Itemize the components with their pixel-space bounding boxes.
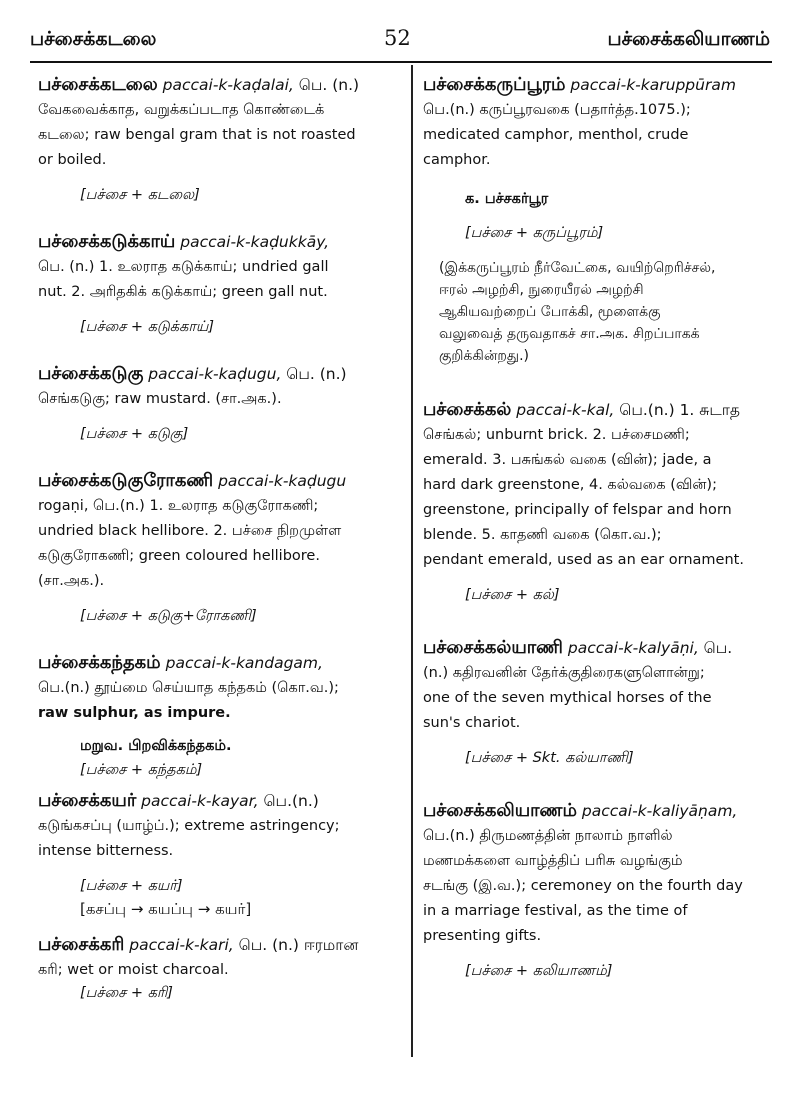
explanatory-note xyxy=(439,257,775,367)
right-column xyxy=(423,72,775,981)
etymology: [பச்சை + கடுக்காய்] xyxy=(80,319,215,335)
headword: பச்சைக்கல் xyxy=(423,399,512,420)
definition-line: in a marriage festival, as the time of xyxy=(423,903,688,919)
part-of-speech: பெ.(n.) 1. சுடாத xyxy=(614,401,740,419)
left-column xyxy=(38,72,400,1003)
page-header xyxy=(0,0,800,62)
note-line: ஈரல் அழற்சி, நுரையீரல் அழற்சி xyxy=(439,282,644,298)
etymology: [பச்சை + கடுகு+ரோகணி] xyxy=(80,608,257,624)
definition-line: greenstone, principally of felspar and horn xyxy=(423,502,732,518)
dictionary-entry xyxy=(423,397,775,605)
dictionary-entry xyxy=(38,468,400,626)
note-line: குறிக்கின்றது.) xyxy=(439,348,529,364)
etymology-derivation: [கசப்பு → கயப்பு → கயர்] xyxy=(80,900,252,918)
dictionary-entry xyxy=(38,932,400,1003)
transliteration: paccai-k-kalyāṇi, xyxy=(567,639,699,657)
definition-line: pendant emerald, used as an ear ornament. xyxy=(423,552,744,568)
definition-line: emerald. 3. பசுங்கல் வகை (வின்); jade, a xyxy=(423,452,712,468)
transliteration: paccai-k-kayar, xyxy=(141,792,259,810)
definition-line: camphor. xyxy=(423,152,491,168)
transliteration: paccai-k-kaḍugu xyxy=(218,472,347,490)
header-right-guide-word: பச்சைக்கலியாணம் xyxy=(607,28,770,50)
headword: பச்சைக்கரி xyxy=(38,934,125,955)
definition-line: பெ.(n.) திருமணத்தின் நாலாம் நாளில் xyxy=(423,828,673,844)
dictionary-entry xyxy=(38,361,400,444)
definition-line: கரி; wet or moist charcoal. xyxy=(38,962,229,978)
etymology: [பச்சை + கடலை] xyxy=(80,187,200,203)
etymology: [பச்சை + Skt. கல்யாணி] xyxy=(465,750,634,766)
definition-line: rogaṇi, பெ.(n.) 1. உலராத கடுகுரோகணி; xyxy=(38,498,319,514)
definition-line: presenting gifts. xyxy=(423,928,542,944)
column-divider xyxy=(411,65,413,1057)
transliteration: paccai-k-kal, xyxy=(516,401,615,419)
definition-line: பெ.(n.) கருப்பூரவகை (பதார்த்த.1075.); xyxy=(423,102,691,118)
definition-line: blende. 5. காதணி வகை (கொ.வ.); xyxy=(423,527,662,543)
etymology: [பச்சை + கலியாணம்] xyxy=(465,963,613,979)
definition-line: பெ.(n.) தூய்மை செய்யாத கந்தகம் (கொ.வ.); xyxy=(38,680,339,696)
etymology: [பச்சை + கரி] xyxy=(80,985,173,1001)
header-rule xyxy=(30,61,772,63)
transliteration: paccai-k-kaḍalai, xyxy=(162,76,294,94)
definition-line: one of the seven mythical horses of the xyxy=(423,690,712,706)
dictionary-entry xyxy=(38,650,400,780)
definition-line: செங்கடுகு; raw mustard. (சா.அக.). xyxy=(38,391,282,407)
dictionary-entry xyxy=(38,229,400,337)
definition-line: செங்கல்; unburnt brick. 2. பச்சைமணி; xyxy=(423,427,690,443)
headword: பச்சைக்கந்தகம் xyxy=(38,652,161,673)
synonym-note: மறுவ. பிறவிக்கந்தகம். xyxy=(80,738,232,754)
transliteration: paccai-k-kandagam, xyxy=(165,654,323,672)
definition-line: medicated camphor, menthol, crude xyxy=(423,127,689,143)
etymology: [பச்சை + கடுகு] xyxy=(80,426,189,442)
note-line: (இக்கருப்பூரம் நீர்வேட்கை, வயிற்றெரிச்சல், xyxy=(439,260,716,276)
definition-line: intense bitterness. xyxy=(38,843,174,859)
definition-line: வேகவைக்காத, வறுக்கப்படாத கொண்டைக் xyxy=(38,102,325,118)
page-number: 52 xyxy=(384,26,411,50)
definition-line: மணமக்களை வாழ்த்திப் பரிசு வழங்கும் xyxy=(423,853,683,869)
definition-line: கடுங்கசப்பு (யாழ்ப்.); extreme astringency; xyxy=(38,818,340,834)
transliteration: paccai-k-kaḍukkāy, xyxy=(180,233,330,251)
transliteration: paccai-k-karuppūram xyxy=(570,76,736,94)
dictionary-entry xyxy=(423,635,775,768)
definition-line: hard dark greenstone, 4. கல்வகை (வின்); xyxy=(423,477,717,493)
transliteration: paccai-k-kari, xyxy=(129,936,234,954)
definition-line: undried black hellibore. 2. பச்சை நிறமுள்ள xyxy=(38,523,342,539)
headword: பச்சைக்கருப்பூரம் xyxy=(423,74,566,95)
headword: பச்சைக்கல்யாணி xyxy=(423,637,563,658)
note-line: வலுவைத் தருவதாகச் சா.அக. சிறப்பாகக் xyxy=(439,326,700,342)
headword: பச்சைக்கடுகு xyxy=(38,363,144,384)
definition-line: sun's chariot. xyxy=(423,715,521,731)
definition-line: or boiled. xyxy=(38,152,107,168)
headword: பச்சைக்கடலை xyxy=(38,74,158,95)
part-of-speech: பெ.(n.) xyxy=(258,792,319,810)
dictionary-entry xyxy=(423,72,775,367)
definition-line: nut. 2. அரிதகிக் கடுக்காய்; green gall nut. xyxy=(38,284,328,300)
dictionary-entry xyxy=(38,72,400,205)
dictionary-entry xyxy=(38,788,400,920)
etymology: [பச்சை + கயர்] xyxy=(80,878,183,894)
etymology: [பச்சை + கல்] xyxy=(465,587,560,603)
headword: பச்சைக்கடுகுரோகணி xyxy=(38,470,214,491)
definition-line: கடுகுரோகணி; green coloured hellibore. xyxy=(38,548,320,564)
kannada-cognate: க. பச்சகர்பூர xyxy=(465,191,549,207)
etymology: [பச்சை + கந்தகம்] xyxy=(80,762,203,778)
header-left-guide-word: பச்சைக்கடலை xyxy=(30,28,157,50)
headword: பச்சைக்கடுக்காய் xyxy=(38,231,176,252)
note-line: ஆகியவற்றைப் போக்கி, மூளைக்கு xyxy=(439,304,661,320)
part-of-speech: பெ. (n.) xyxy=(293,76,360,94)
headword: பச்சைக்கயர் xyxy=(38,790,137,811)
definition-line: கடலை; raw bengal gram that is not roasted xyxy=(38,127,356,143)
part-of-speech: பெ. (n.) ஈரமான xyxy=(233,936,359,954)
dictionary-entry xyxy=(423,798,775,981)
transliteration: paccai-k-kaḍugu, xyxy=(148,365,282,383)
part-of-speech: பெ. xyxy=(698,639,733,657)
definition-line: raw sulphur, as impure. xyxy=(38,705,231,721)
definition-line: (சா.அக.). xyxy=(38,573,105,589)
definition-line: (n.) கதிரவனின் தேர்க்குதிரைகளுளொன்று; xyxy=(423,665,705,681)
headword: பச்சைக்கலியாணம் xyxy=(423,800,577,821)
definition-line: பெ. (n.) 1. உலராத கடுக்காய்; undried gall xyxy=(38,259,329,275)
etymology: [பச்சை + கருப்பூரம்] xyxy=(465,225,604,241)
definition-line: சடங்கு (இ.வ.); ceremoney on the fourth day xyxy=(423,878,743,894)
transliteration: paccai-k-kaliyāṇam, xyxy=(581,802,738,820)
part-of-speech: பெ. (n.) xyxy=(281,365,347,383)
